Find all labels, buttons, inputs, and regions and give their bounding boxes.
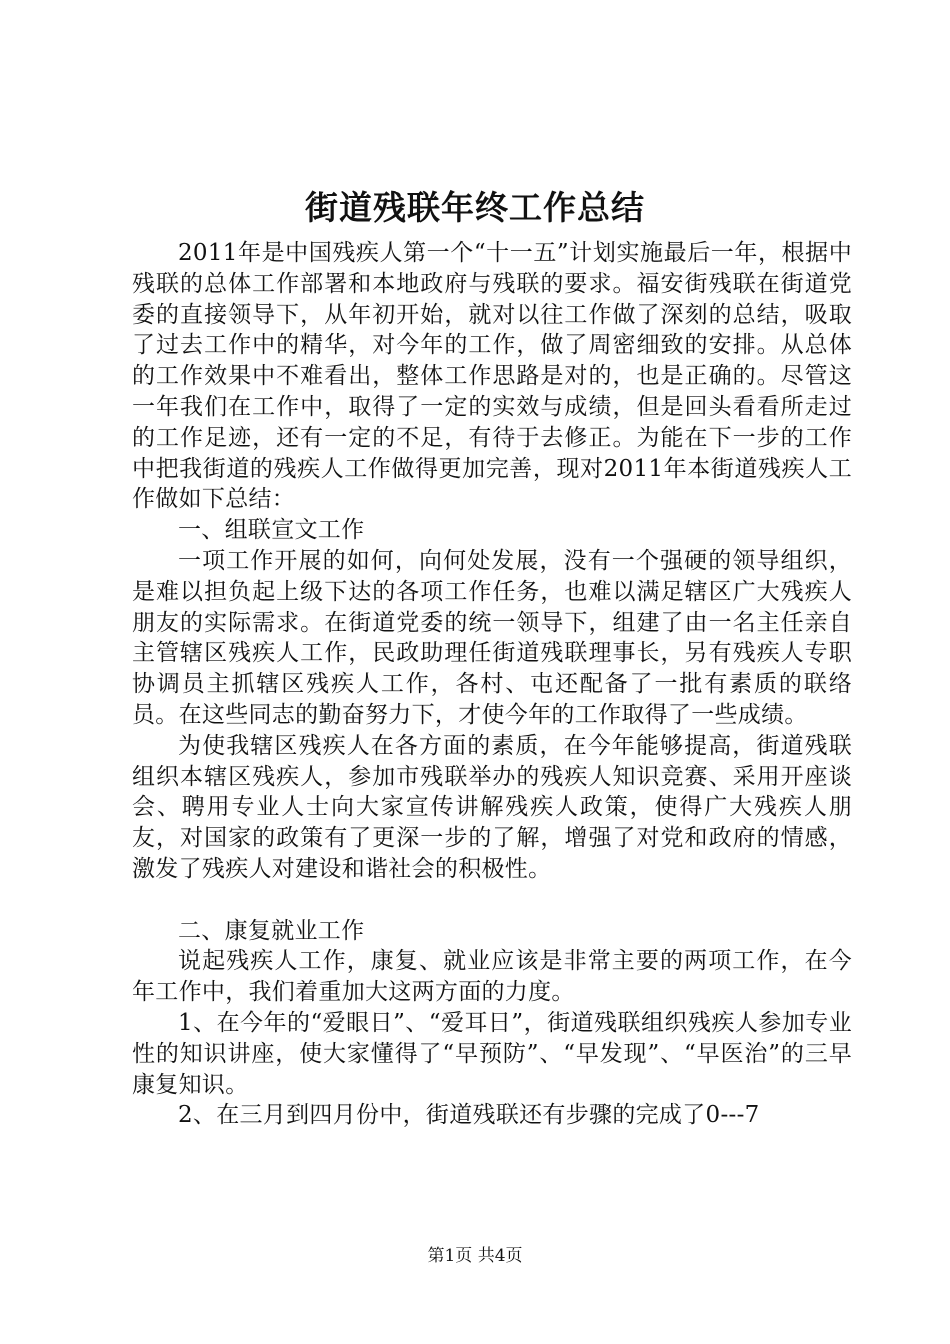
paragraph-intro: 2011年是中国残疾人第一个“十一五”计划实施最后一年，根据中残联的总体工作部署和本地政府与残联的要求。福安街残联在街道党委的直接领导下，从年初开始，就对以往工作做了深刻的总结，吸取了过去工作中的精华，对今年的工作，做了周密细致的安排。从总体的工作效果中不难看出，整体工作思路是对的，也是正确的。尽管这一年我们在工作中，取得了一定的实效与成绩，但是回头看看所走过的工作足迹，还有一定的不足，有待于去修正。为能在下一步的工作中把我街道的残疾人工作做得更加完善，现对2011年本街道残疾人工作做如下总结： <box>132 240 852 513</box>
document-body <box>132 238 852 1131</box>
document-title: 街道残联年终工作总结 <box>305 188 645 227</box>
paragraph-organization: 一项工作开展的如何，向何处发展，没有一个强硬的领导组织，是难以担负起上级下达的各项工作任务，也难以满足辖区广大残疾人朋友的实际需求。在街道党委的统一领导下，组建了由一名主任亲自主管辖区残疾人工作，民政助理任街道残联理事长，另有残疾人专职协调员主抓辖区残疾人工作，各村、屯还配备了一批有素质的联络员。在这些同志的勤奋努力下，才使今年的工作取得了一些成绩。 <box>132 547 852 728</box>
paragraph-item-2: 2、在三月到四月份中，街道残联还有步骤的完成了0---7 <box>178 1102 760 1129</box>
paragraph-rehabilitation-intro: 说起残疾人工作，康复、就业应该是非常主要的两项工作，在今年工作中，我们着重加大这两方面的力度。 <box>132 948 852 1006</box>
section-heading-organization: 一、组联宣文工作 <box>178 517 365 544</box>
section-heading-rehabilitation: 二、康复就业工作 <box>178 917 365 944</box>
paragraph-item-1: 1、在今年的“爱眼日”、“爱耳日”，街道残联组织残疾人参加专业性的知识讲座，使大家懂得了“早预防”、“早发现”、“早医治”的三早康复知识。 <box>132 1009 852 1098</box>
paragraph-spacer <box>132 885 852 916</box>
page-footer: 第1页 共4页 <box>427 1246 523 1266</box>
paragraph-publicity: 为使我辖区残疾人在各方面的素质，在今年能够提高，街道残联组织本辖区残疾人，参加市残联举办的残疾人知识竞赛、采用开座谈会、聘用专业人士向大家宣传讲解残疾人政策，使得广大残疾人朋友，对国家的政策有了更深一步的了解，增强了对党和政府的情感，激发了残疾人对建设和谐社会的积极性。 <box>132 732 852 882</box>
